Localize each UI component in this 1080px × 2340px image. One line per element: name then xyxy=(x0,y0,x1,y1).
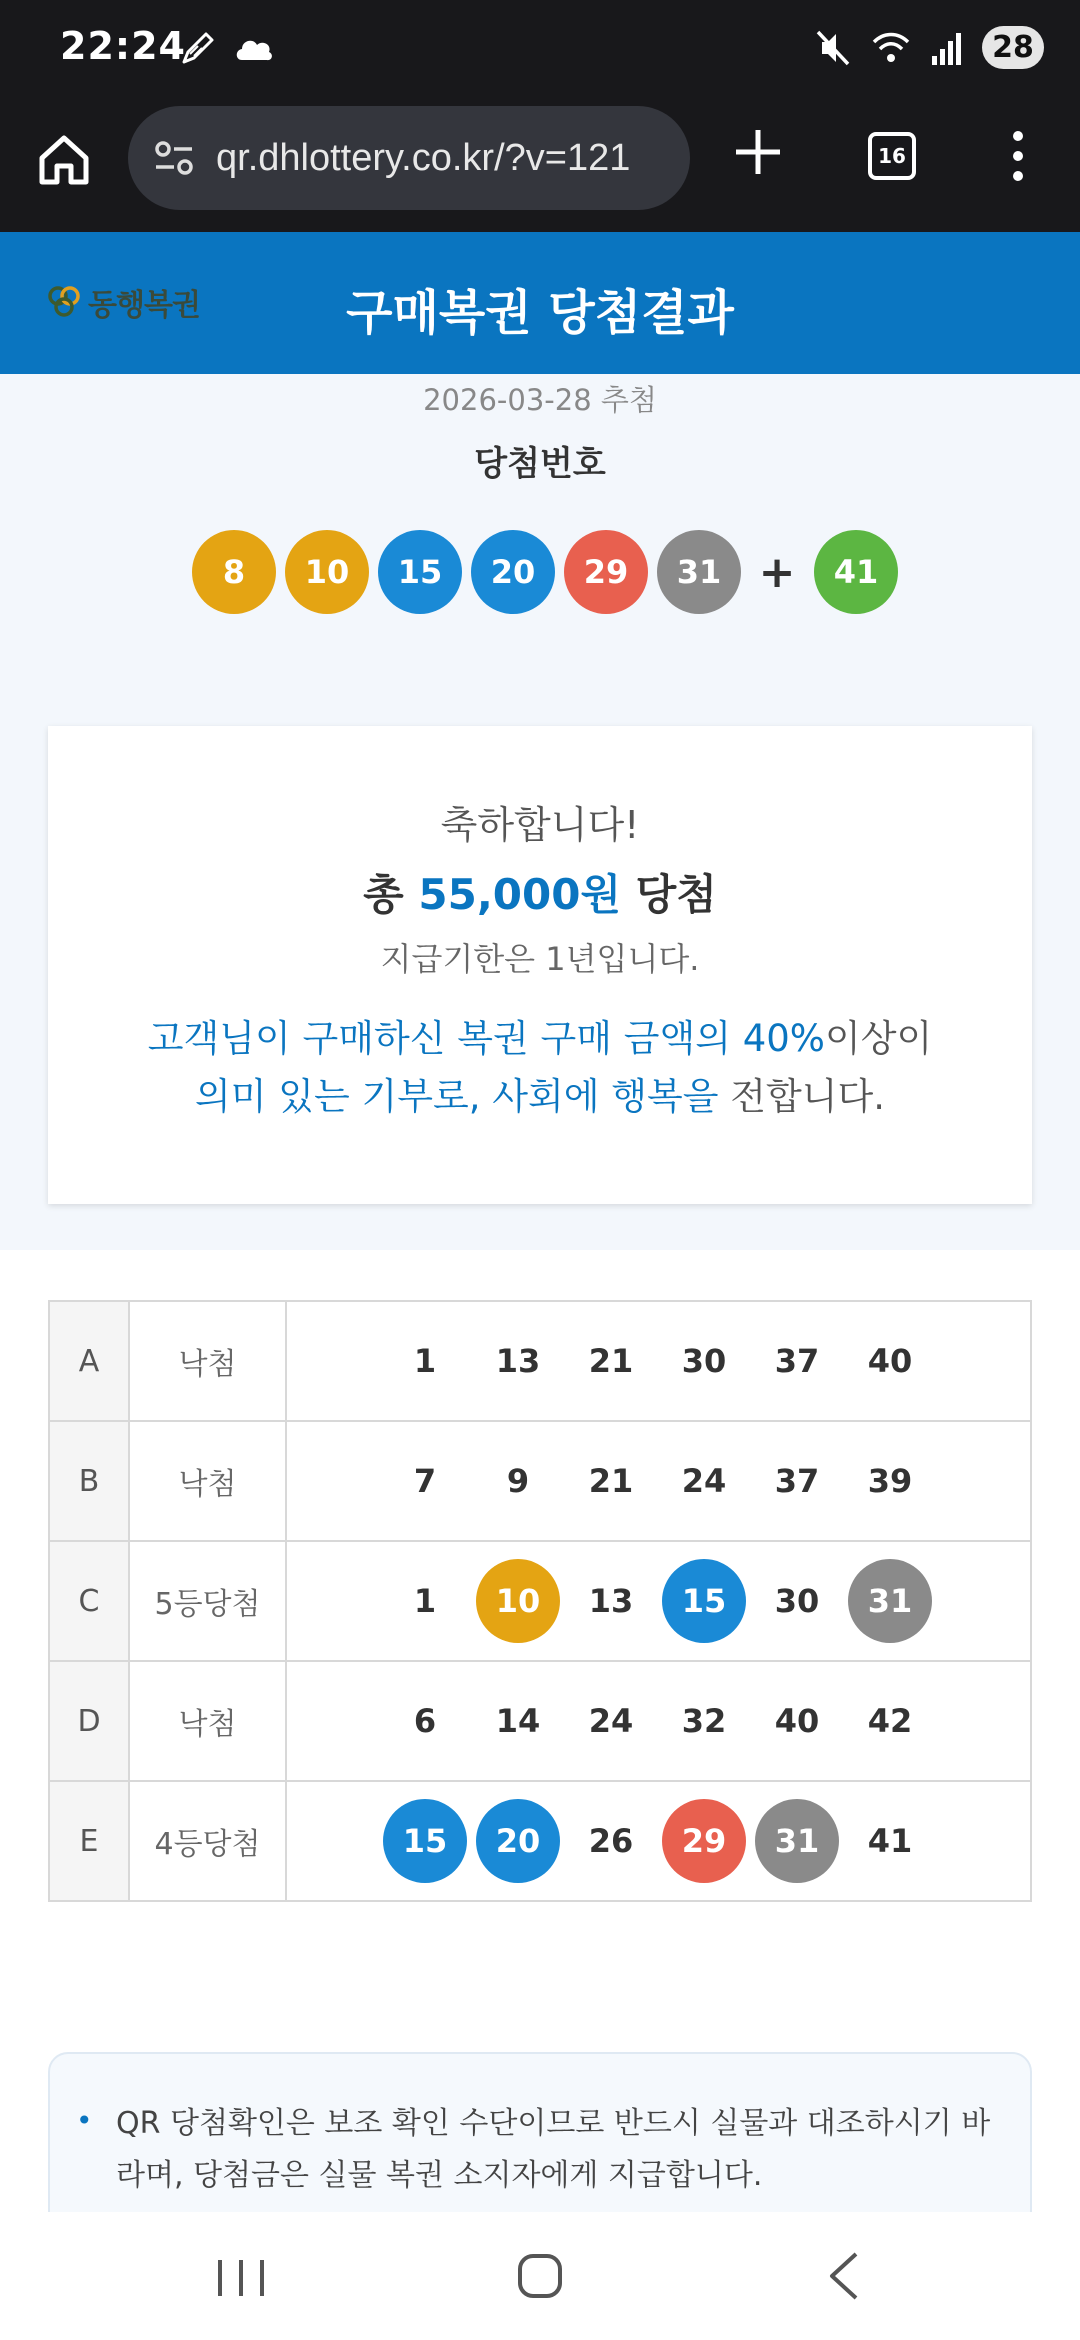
home-icon[interactable] xyxy=(34,130,94,190)
ticket-number: 37 xyxy=(774,1342,820,1380)
number-list xyxy=(383,1319,1030,1403)
ticket-number: 26 xyxy=(588,1822,634,1860)
donation-highlight-2: 의미 있는 기부로, 사회에 행복을 xyxy=(195,1075,719,1118)
wifi-icon xyxy=(870,28,912,68)
ticket-number: 1 xyxy=(413,1582,437,1620)
ticket-number: 1 xyxy=(413,1342,437,1380)
system-nav-bar xyxy=(0,2212,1080,2340)
matched-number-ball: 20 xyxy=(476,1799,560,1883)
ticket-number: 13 xyxy=(588,1582,634,1620)
ticket-number: 6 xyxy=(413,1702,437,1740)
status-time: 22:24 xyxy=(60,24,186,68)
draw-date: 2026-03-28 추첨 xyxy=(423,383,657,417)
ticket-number: 9 xyxy=(506,1462,530,1500)
matched-number-ball: 31 xyxy=(755,1799,839,1883)
ticket-number: 40 xyxy=(867,1342,913,1380)
notice-bullet: • xyxy=(76,2104,93,2137)
game-numbers xyxy=(286,1421,1031,1541)
cloud-icon xyxy=(232,28,276,68)
status-bar xyxy=(0,0,1080,96)
battery-badge: 28 xyxy=(982,26,1044,69)
ticket-number: 21 xyxy=(588,1342,634,1380)
total-suffix: 당첨 xyxy=(635,870,717,919)
matched-number-ball: 29 xyxy=(662,1799,746,1883)
donation-message xyxy=(48,1010,1032,1126)
status-right-icons xyxy=(814,26,1044,69)
address-bar[interactable] xyxy=(128,106,690,210)
ticket-number: 39 xyxy=(867,1462,913,1500)
winning-ball: 10 xyxy=(285,530,369,614)
game-result: 5등당첨 xyxy=(129,1541,286,1661)
game-row-b xyxy=(49,1421,1031,1541)
matched-number-ball: 31 xyxy=(848,1559,932,1643)
ticket-number: 24 xyxy=(588,1702,634,1740)
total-prize xyxy=(48,862,1032,922)
recent-apps-icon[interactable] xyxy=(214,2258,268,2298)
winning-ball: 8 xyxy=(192,530,276,614)
signal-icon xyxy=(930,30,964,66)
site-header xyxy=(0,232,1080,374)
congrats-text: 축하합니다! xyxy=(440,803,640,847)
game-row-e xyxy=(49,1781,1031,1901)
game-result: 낙첨 xyxy=(129,1661,286,1781)
ticket-table xyxy=(48,1300,1032,1902)
donation-text-1: 이상이 xyxy=(824,1017,933,1060)
donation-text-2: 전합니다. xyxy=(730,1075,885,1118)
url-text[interactable]: qr.dhlottery.co.kr/?v=121 xyxy=(216,136,631,179)
payment-deadline: 지급기한은 1년입니다. xyxy=(380,940,700,978)
tab-switcher-icon[interactable] xyxy=(868,132,916,180)
winning-numbers-label: 당첨번호 xyxy=(474,444,606,484)
ticket-number: 14 xyxy=(495,1702,541,1740)
winning-ball: 20 xyxy=(471,530,555,614)
tab-count: 16 xyxy=(878,144,906,168)
page-title: 구매복권 당첨결과 xyxy=(346,285,734,341)
game-id: B xyxy=(49,1421,129,1541)
ticket-number: 7 xyxy=(413,1462,437,1500)
game-result: 낙첨 xyxy=(129,1421,286,1541)
game-id: E xyxy=(49,1781,129,1901)
ticket-number: 24 xyxy=(681,1462,727,1500)
back-icon[interactable] xyxy=(826,2250,860,2302)
winning-ball: 29 xyxy=(564,530,648,614)
number-list xyxy=(383,1679,1030,1763)
winning-ball: 15 xyxy=(378,530,462,614)
notice-text: QR 당첨확인은 보조 확인 수단이므로 반드시 실물과 대조하시기 바라며, 당첨금은 실물 복권 소지자에게 지급합니다. xyxy=(116,2106,991,2193)
total-prefix: 총 xyxy=(363,870,404,919)
matched-number-ball: 15 xyxy=(662,1559,746,1643)
game-numbers xyxy=(286,1781,1031,1901)
total-amount: 55,000원 xyxy=(418,870,622,919)
winning-ball: 31 xyxy=(657,530,741,614)
game-id: A xyxy=(49,1301,129,1421)
draw-section xyxy=(0,374,1080,1250)
mute-icon xyxy=(814,28,852,68)
matched-number-ball: 15 xyxy=(383,1799,467,1883)
game-id: D xyxy=(49,1661,129,1781)
ticket-number: 37 xyxy=(774,1462,820,1500)
matched-number-ball: 10 xyxy=(476,1559,560,1643)
game-row-a xyxy=(49,1301,1031,1421)
home-icon[interactable] xyxy=(516,2252,564,2300)
browser-toolbar xyxy=(0,96,1080,232)
number-list xyxy=(383,1559,1030,1643)
winning-numbers xyxy=(192,530,898,614)
number-list xyxy=(383,1799,1030,1883)
game-row-d xyxy=(49,1661,1031,1781)
bonus-plus-sign: + xyxy=(758,546,796,598)
ticket-number: 40 xyxy=(774,1702,820,1740)
game-numbers xyxy=(286,1301,1031,1421)
pen-icon xyxy=(178,28,218,68)
site-settings-icon[interactable] xyxy=(152,136,196,180)
result-card xyxy=(48,726,1032,1204)
ticket-number: 42 xyxy=(867,1702,913,1740)
logo-text: 동행복권 xyxy=(88,288,200,323)
game-result: 낙첨 xyxy=(129,1301,286,1421)
game-row-c xyxy=(49,1541,1031,1661)
ticket-number: 30 xyxy=(774,1582,820,1620)
status-left-icons xyxy=(178,28,276,68)
more-icon[interactable] xyxy=(1004,126,1032,186)
donation-highlight-1: 고객님이 구매하신 복권 구매 금액의 40% xyxy=(147,1017,825,1060)
ticket-number: 13 xyxy=(495,1342,541,1380)
ticket-number: 41 xyxy=(867,1822,913,1860)
game-id: C xyxy=(49,1541,129,1661)
game-result: 4등당첨 xyxy=(129,1781,286,1901)
ticket-number: 32 xyxy=(681,1702,727,1740)
game-numbers xyxy=(286,1541,1031,1661)
new-tab-icon[interactable] xyxy=(730,124,786,180)
ticket-number: 21 xyxy=(588,1462,634,1500)
bonus-ball: 41 xyxy=(814,530,898,614)
game-numbers xyxy=(286,1661,1031,1781)
ticket-number: 30 xyxy=(681,1342,727,1380)
number-list xyxy=(383,1439,1030,1523)
